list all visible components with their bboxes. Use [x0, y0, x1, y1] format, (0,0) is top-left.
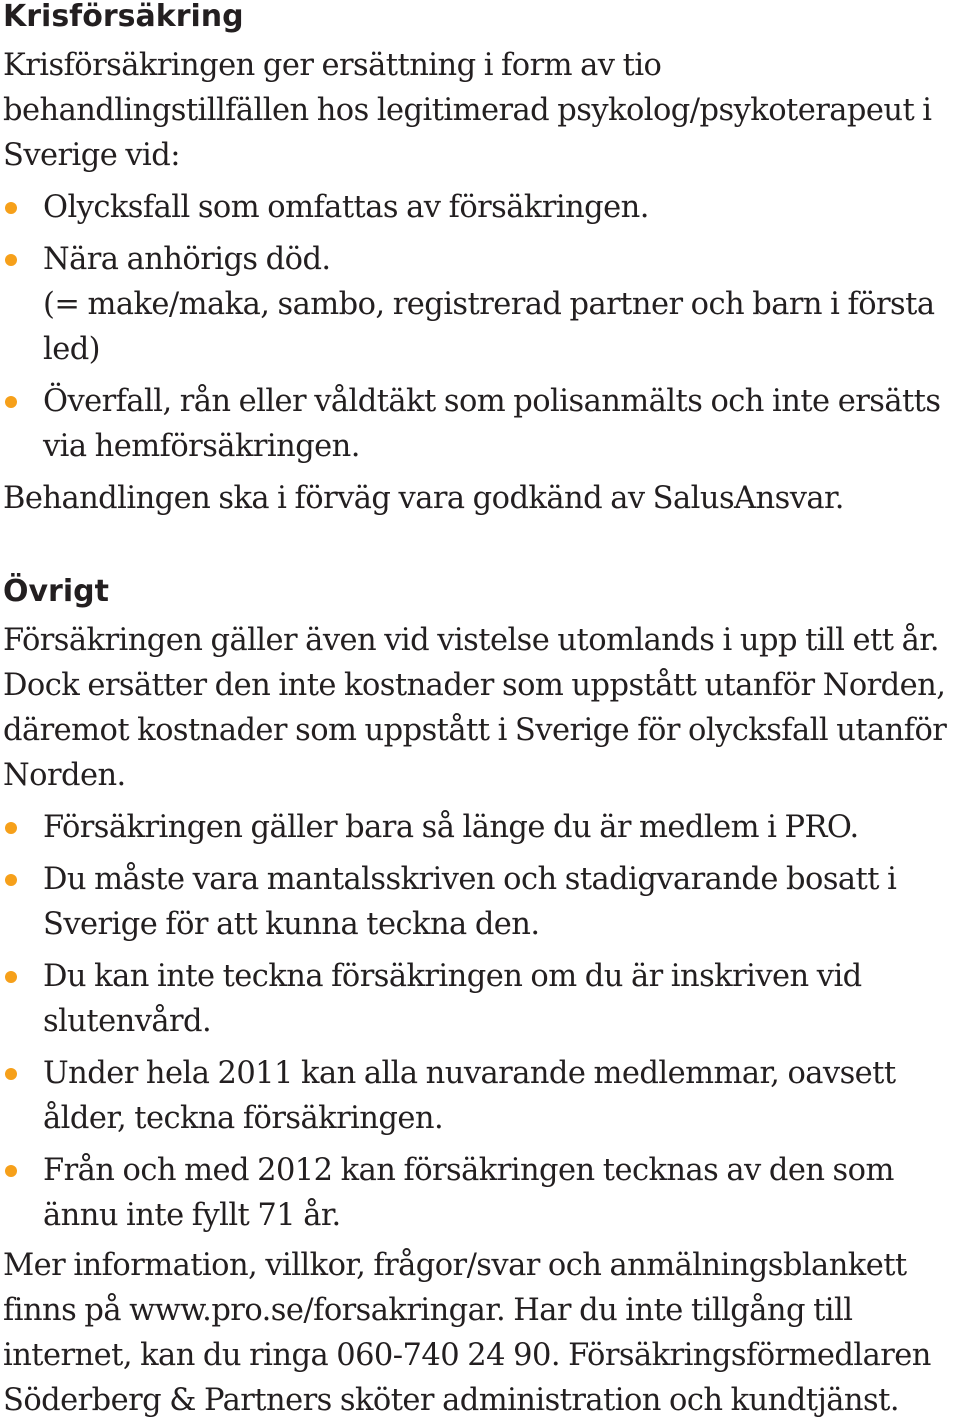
- list-item-text: Överfall, rån eller våldtäkt som polisanmälts och inte ersätts via hemförsäkringen.: [43, 384, 941, 464]
- list-item: [3, 185, 960, 230]
- more-info-paragraph: Mer information, villkor, frågor/svar och anmälningsblankett finns på www.pro.se/forsakringar. Har du inte tillgång till internet, kan du ringa 060-740 24 90. Försäkringsförmedlaren Söderberg & Partners sköter administration och kundtjänst.: [3, 1248, 931, 1418]
- bullet-icon: [5, 874, 17, 886]
- bullet-icon: [5, 396, 17, 408]
- list-item: [3, 1148, 960, 1238]
- list-item: [3, 857, 960, 947]
- intro-paragraph: Krisförsäkringen ger ersättning i form av tio behandlingstillfällen hos legitimerad psykolog/psykoterapeut i Sverige vid:: [3, 48, 932, 173]
- bullet-icon: [5, 1165, 17, 1177]
- list-item-text: Försäkringen gäller bara så länge du är medlem i PRO.: [43, 810, 859, 845]
- list-item: [3, 379, 960, 469]
- list-item: [3, 954, 960, 1044]
- kris-bullet-list: [3, 185, 960, 469]
- bullet-icon: [5, 1068, 17, 1080]
- list-item: [3, 237, 960, 372]
- list-item-text: Olycksfall som omfattas av försäkringen.: [43, 190, 649, 225]
- list-item-text: Du kan inte teckna försäkringen om du är inskriven vid slutenvård.: [43, 959, 862, 1039]
- section-title-krisforsakring: Krisförsäkring: [3, 0, 244, 34]
- list-item-text: Nära anhörigs död.: [43, 242, 331, 277]
- list-item-text: Du måste vara mantalsskriven och stadigvarande bosatt i Sverige för att kunna teckna den.: [43, 862, 897, 942]
- list-item: [3, 1051, 960, 1141]
- approval-paragraph: Behandlingen ska i förväg vara godkänd av SalusAnsvar.: [3, 481, 844, 516]
- ovrigt-bullet-list: [3, 805, 960, 1238]
- abroad-paragraph: Försäkringen gäller även vid vistelse utomlands i upp till ett år. Dock ersätter den inte kostnader som uppstått utanför Norden, däremot kostnader som uppstått i Sverige för olycksfall utanför Norden.: [3, 623, 947, 793]
- list-item-text: Från och med 2012 kan försäkringen tecknas av den som ännu inte fyllt 71 år.: [43, 1153, 894, 1233]
- list-item: [3, 805, 960, 850]
- bullet-icon: [5, 202, 17, 214]
- bullet-icon: [5, 822, 17, 834]
- list-item-text: Under hela 2011 kan alla nuvarande medlemmar, oavsett ålder, teckna försäkringen.: [43, 1056, 896, 1136]
- document-page: [3, 0, 960, 1423]
- section-title-ovrigt: Övrigt: [3, 574, 109, 609]
- bullet-icon: [5, 971, 17, 983]
- bullet-icon: [5, 254, 17, 266]
- list-item-note: (= make/maka, sambo, registrerad partner och barn i första led): [43, 287, 935, 367]
